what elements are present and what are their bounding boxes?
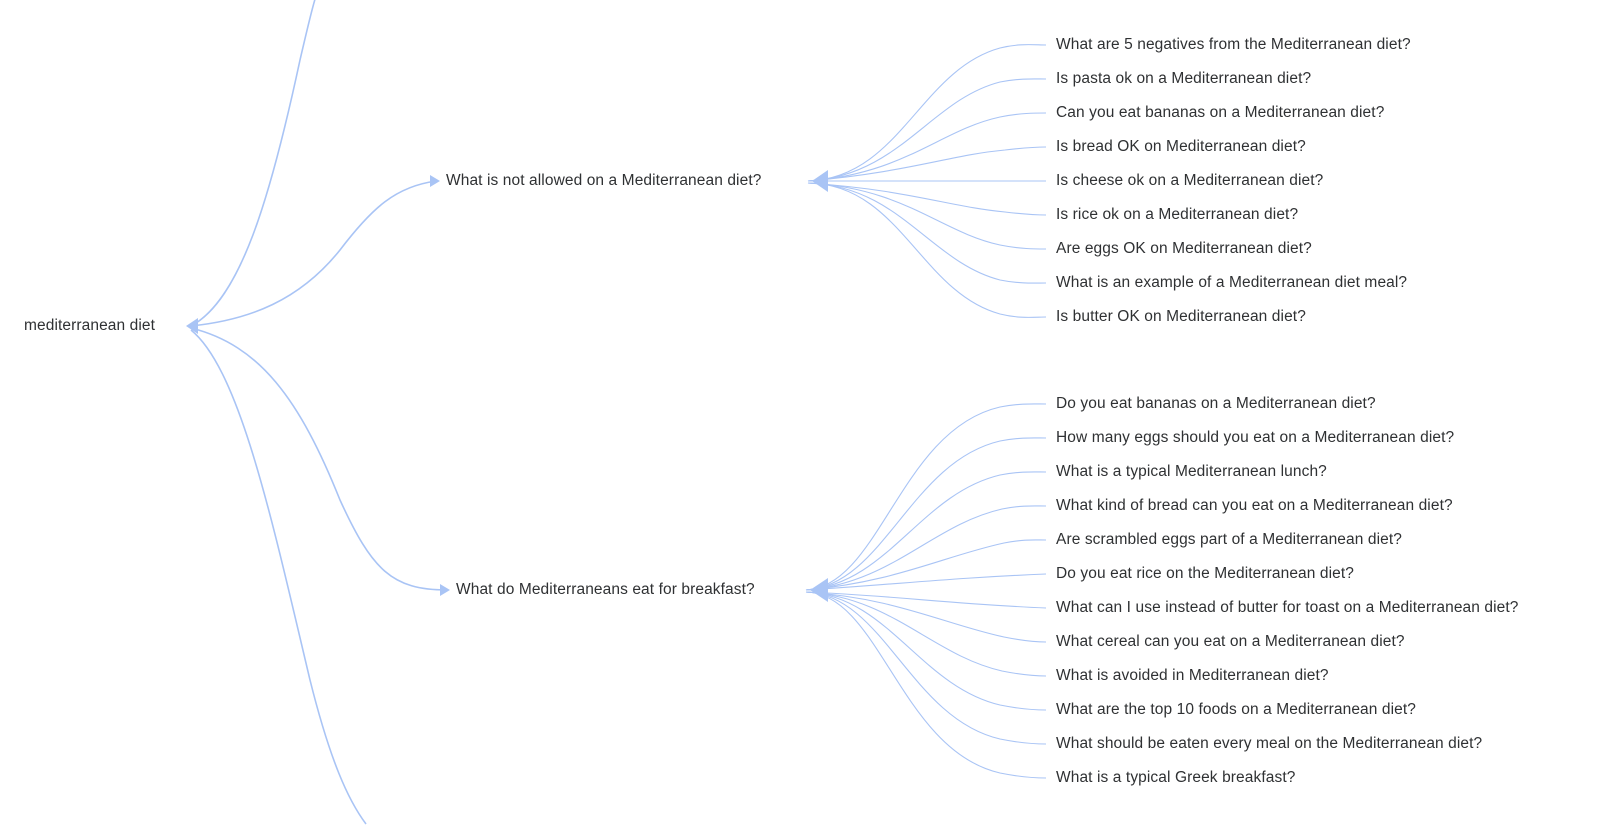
edge-group-branch-2	[806, 404, 1046, 778]
mindmap-leaf-node[interactable]: What should be eaten every meal on the Mediterranean diet?	[1056, 735, 1483, 752]
edge-root-branch-1	[191, 181, 437, 326]
mindmap-leaf-node[interactable]: Is pasta ok on a Mediterranean diet?	[1056, 70, 1312, 87]
branch-2-connector-wedge	[810, 578, 828, 602]
mindmap-branch-node-1[interactable]: What is not allowed on a Mediterranean diet?	[446, 172, 762, 189]
mindmap-leaf-node[interactable]: Do you eat bananas on a Mediterranean diet?	[1056, 395, 1376, 412]
mindmap-leaf-node[interactable]: What is an example of a Mediterranean diet meal?	[1056, 274, 1408, 291]
mindmap-leaf-node[interactable]: Do you eat rice on the Mediterranean diet?	[1056, 565, 1355, 582]
edge-root-offscreen-bottom	[191, 330, 366, 824]
mindmap-leaf-node[interactable]: What cereal can you eat on a Mediterranean diet?	[1056, 633, 1405, 650]
mindmap-leaf-node[interactable]: Are scrambled eggs part of a Mediterranean diet?	[1056, 531, 1402, 548]
mindmap-leaf-node[interactable]: What is a typical Mediterranean lunch?	[1056, 463, 1327, 480]
branch-1-inbound-wedge	[430, 175, 440, 187]
mindmap-leaf-node[interactable]: Is bread OK on Mediterranean diet?	[1056, 138, 1306, 155]
mindmap-leaf-node[interactable]: What can I use instead of butter for toast on a Mediterranean diet?	[1056, 599, 1519, 616]
mindmap-leaf-node[interactable]: What are the top 10 foods on a Mediterranean diet?	[1056, 701, 1417, 718]
branch-1-connector-wedge	[812, 170, 828, 192]
mindmap-leaf-node[interactable]: Is rice ok on a Mediterranean diet?	[1056, 206, 1299, 223]
mindmap-leaf-node[interactable]: What kind of bread can you eat on a Mediterranean diet?	[1056, 497, 1453, 514]
edge-root-branch-2	[191, 328, 447, 590]
edge-group-branch-1	[808, 45, 1046, 318]
mindmap-leaf-node[interactable]: Is cheese ok on a Mediterranean diet?	[1056, 172, 1324, 189]
mindmap-leaf-node[interactable]: How many eggs should you eat on a Mediterranean diet?	[1056, 429, 1455, 446]
edge-root-offscreen-top	[191, 0, 316, 326]
mindmap-root-node[interactable]: mediterranean diet	[24, 317, 156, 334]
mindmap-leaf-node[interactable]: What is a typical Greek breakfast?	[1056, 769, 1296, 786]
mindmap-leaf-node[interactable]: Can you eat bananas on a Mediterranean diet?	[1056, 104, 1385, 121]
mindmap-leaf-node[interactable]: Is butter OK on Mediterranean diet?	[1056, 308, 1306, 325]
mindmap-leaf-node[interactable]: Are eggs OK on Mediterranean diet?	[1056, 240, 1312, 257]
branch-2-inbound-wedge	[440, 584, 450, 596]
mindmap-leaf-node[interactable]: What are 5 negatives from the Mediterranean diet?	[1056, 36, 1411, 53]
mindmap-leaf-node[interactable]: What is avoided in Mediterranean diet?	[1056, 667, 1329, 684]
mindmap-branch-node-2[interactable]: What do Mediterraneans eat for breakfast?	[456, 581, 755, 598]
